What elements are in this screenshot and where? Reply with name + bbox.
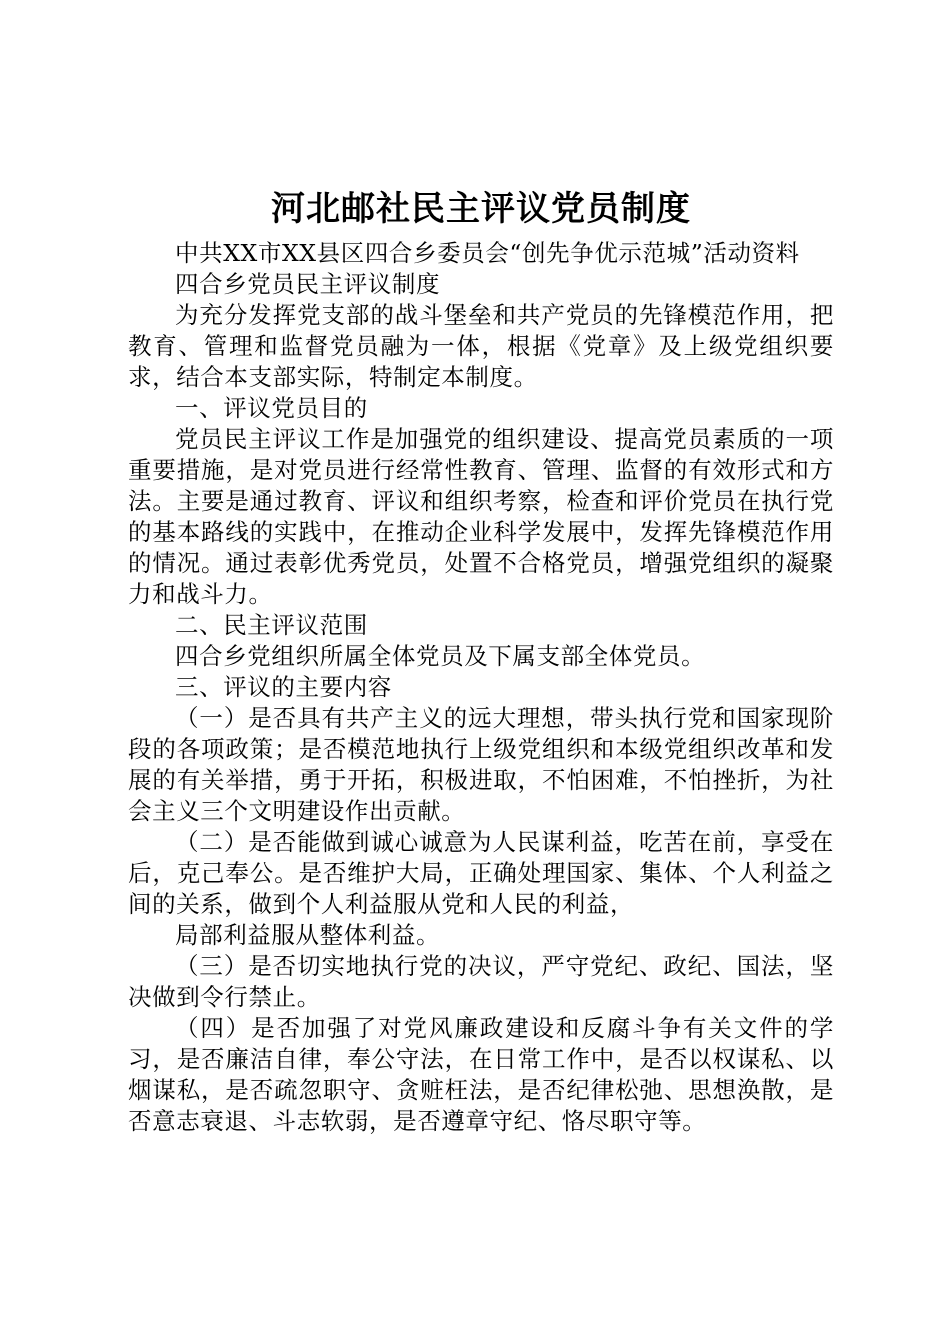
content-item-2: （二）是否能做到诚心诚意为人民谋利益，吃苦在前，享受在后，克己奉公。是否维护大局，正确处理国家、集体、个人利益之间的关系，做到个人利益服从党和人民的利益， bbox=[128, 828, 834, 918]
intro-paragraph: 为充分发挥党支部的战斗堡垒和共产党员的先锋模范作用，把教育、管理和监督党员融为一体，根据《党章》及上级党组织要求，结合本支部实际，特制定本制度。 bbox=[128, 301, 834, 391]
heading-purpose: 一、评议党员目的 bbox=[175, 394, 368, 422]
subtitle-paragraph: 中共XX市XX县区四合乡委员会“创先争优示范城”活动资料 bbox=[175, 239, 800, 267]
document-page bbox=[128, 186, 834, 1137]
content-item-3: （三）是否切实地执行党的决议，严守党纪、政纪、国法，坚决做到令行禁止。 bbox=[128, 952, 834, 1011]
heading-content: 三、评议的主要内容 bbox=[175, 673, 392, 701]
heading-scope: 二、民主评议范围 bbox=[175, 611, 368, 639]
scope-paragraph: 四合乡党组织所属全体党员及下属支部全体党员。 bbox=[175, 642, 706, 670]
section-title: 四合乡党员民主评议制度 bbox=[175, 270, 441, 298]
content-item-4: （四）是否加强了对党风廉政建设和反腐斗争有关文件的学习，是否廉洁自律，奉公守法，在日常工作中，是否以权谋私、以烟谋私，是否疏忽职守、贪赃枉法，是否纪律松弛、思想涣散，是否意志衰退、斗志软弱，是否遵章守纪、恪尽职守等。 bbox=[128, 1014, 834, 1135]
purpose-paragraph: 党员民主评议工作是加强党的组织建设、提高党员素质的一项重要措施，是对党员进行经常性教育、管理、监督的有效形式和方法。主要是通过教育、评议和组织考察，检查和评价党员在执行党的基本路线的实践中，在推动企业科学发展中，发挥先锋模范作用的情况。通过表彰优秀党员，处置不合格党员，增强党组织的凝聚力和战斗力。 bbox=[128, 425, 834, 608]
document-title: 河北邮社民主评议党员制度 bbox=[271, 189, 691, 229]
content-item-1: （一）是否具有共产主义的远大理想，带头执行党和国家现阶段的各项政策；是否模范地执行上级党组织和本级党组织改革和发展的有关举措，勇于开拓，积极进取，不怕困难，不怕挫折，为社会主义三个文明建设作出贡献。 bbox=[128, 704, 834, 825]
content-item-2-continued: 局部利益服从整体利益。 bbox=[175, 921, 441, 949]
